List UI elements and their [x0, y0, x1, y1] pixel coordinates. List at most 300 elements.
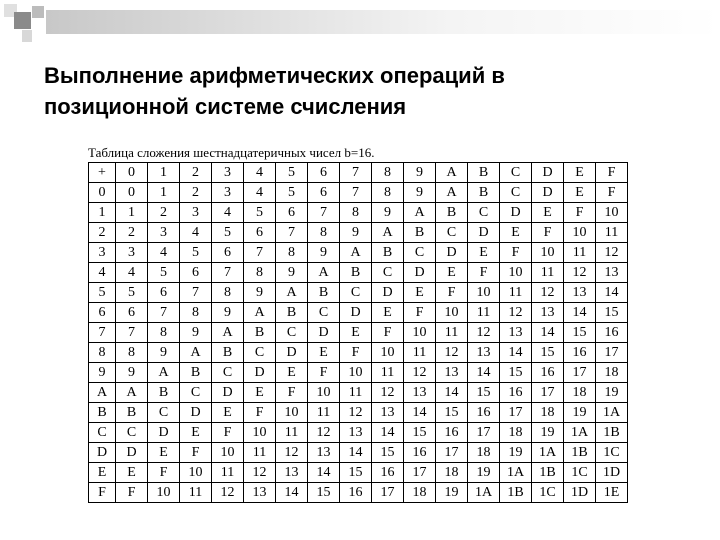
- table-cell: 10: [340, 363, 372, 383]
- table-cell: D: [468, 223, 500, 243]
- table-header-cell: B: [468, 163, 500, 183]
- table-header-cell: C: [500, 163, 532, 183]
- decor-square-2: [14, 12, 31, 29]
- table-cell: 10: [180, 463, 212, 483]
- table-cell: 12: [308, 423, 340, 443]
- table-cell: 3: [148, 223, 180, 243]
- table-cell: 10: [500, 263, 532, 283]
- table-cell: E: [212, 403, 244, 423]
- table-cell: 5: [276, 183, 308, 203]
- table-cell: E: [404, 283, 436, 303]
- table-cell: 12: [244, 463, 276, 483]
- table-cell: 8: [340, 203, 372, 223]
- table-cell: 8: [116, 343, 148, 363]
- table-cell: 19: [436, 483, 468, 503]
- table-cell: B: [404, 223, 436, 243]
- table-header-cell: 6: [308, 163, 340, 183]
- table-row-header-cell: 6: [89, 303, 116, 323]
- table-header-cell: 8: [372, 163, 404, 183]
- table-cell: 12: [212, 483, 244, 503]
- table-caption: Таблица сложения шестнадцатеричных чисел b=16.: [88, 145, 375, 160]
- table-row-header-cell: D: [89, 443, 116, 463]
- table-cell: 10: [308, 383, 340, 403]
- table-cell: 11: [564, 243, 596, 263]
- table-row-header-cell: E: [89, 463, 116, 483]
- table-row: [89, 403, 628, 423]
- table-cell: 17: [404, 463, 436, 483]
- table-cell: F: [212, 423, 244, 443]
- table-cell: A: [212, 323, 244, 343]
- table-row-header-cell: C: [89, 423, 116, 443]
- decor-bar: [46, 10, 720, 34]
- table-cell: A: [308, 263, 340, 283]
- table-cell: 10: [436, 303, 468, 323]
- table-cell: 11: [468, 303, 500, 323]
- table-cell: 6: [244, 223, 276, 243]
- table-row-header-cell: B: [89, 403, 116, 423]
- table-corner-cell: +: [89, 163, 116, 183]
- table-cell: 14: [564, 303, 596, 323]
- table-row-header-cell: 3: [89, 243, 116, 263]
- table-cell: 1A: [500, 463, 532, 483]
- table-cell: E: [148, 443, 180, 463]
- hex-addition-table: [88, 162, 628, 503]
- table-cell: 15: [372, 443, 404, 463]
- table-cell: 18: [532, 403, 564, 423]
- table-cell: B: [340, 263, 372, 283]
- table-cell: 7: [340, 183, 372, 203]
- table-header-cell: 4: [244, 163, 276, 183]
- table-cell: E: [116, 463, 148, 483]
- table-cell: 11: [596, 223, 628, 243]
- table-cell: A: [116, 383, 148, 403]
- table-row: [89, 383, 628, 403]
- table-cell: 15: [596, 303, 628, 323]
- table-cell: 13: [564, 283, 596, 303]
- table-row: [89, 443, 628, 463]
- slide-decoration: [0, 0, 720, 50]
- table-cell: 9: [148, 343, 180, 363]
- table-cell: 8: [148, 323, 180, 343]
- table-row: [89, 323, 628, 343]
- table-cell: 5: [180, 243, 212, 263]
- table-cell: 14: [596, 283, 628, 303]
- table-row-header-cell: 8: [89, 343, 116, 363]
- table-cell: E: [308, 343, 340, 363]
- table-header-cell: A: [436, 163, 468, 183]
- table-cell: 13: [404, 383, 436, 403]
- table-cell: 5: [212, 223, 244, 243]
- table-cell: 6: [212, 243, 244, 263]
- table-cell: 16: [372, 463, 404, 483]
- table-cell: 17: [436, 443, 468, 463]
- table-cell: 6: [116, 303, 148, 323]
- table-cell: 14: [532, 323, 564, 343]
- table-cell: 9: [180, 323, 212, 343]
- table-cell: 1A: [532, 443, 564, 463]
- table-cell: 13: [340, 423, 372, 443]
- table-header-cell: 3: [212, 163, 244, 183]
- table-cell: E: [500, 223, 532, 243]
- table-cell: 14: [372, 423, 404, 443]
- table-cell: 16: [532, 363, 564, 383]
- table-cell: 17: [372, 483, 404, 503]
- table-cell: 17: [468, 423, 500, 443]
- table-cell: 14: [308, 463, 340, 483]
- table-cell: 17: [500, 403, 532, 423]
- table-cell: C: [436, 223, 468, 243]
- table-cell: 6: [148, 283, 180, 303]
- table-cell: B: [180, 363, 212, 383]
- table-cell: 18: [596, 363, 628, 383]
- decor-square-3: [32, 6, 44, 18]
- table-cell: E: [564, 183, 596, 203]
- table-cell: F: [340, 343, 372, 363]
- table-cell: D: [404, 263, 436, 283]
- table-cell: F: [308, 363, 340, 383]
- table-cell: 19: [596, 383, 628, 403]
- table-cell: C: [148, 403, 180, 423]
- table-cell: D: [436, 243, 468, 263]
- table-cell: D: [212, 383, 244, 403]
- table-cell: 1: [116, 203, 148, 223]
- table-cell: 7: [244, 243, 276, 263]
- table-cell: F: [500, 243, 532, 263]
- table-cell: 12: [532, 283, 564, 303]
- table-cell: 14: [500, 343, 532, 363]
- table-cell: D: [180, 403, 212, 423]
- table-cell: 0: [116, 183, 148, 203]
- table-cell: 4: [244, 183, 276, 203]
- table-cell: 16: [564, 343, 596, 363]
- table-cell: 4: [116, 263, 148, 283]
- table-cell: A: [180, 343, 212, 363]
- table-row: [89, 243, 628, 263]
- table-cell: 15: [340, 463, 372, 483]
- table-cell: 10: [212, 443, 244, 463]
- table-cell: F: [244, 403, 276, 423]
- table-header-cell: 5: [276, 163, 308, 183]
- table-cell: 8: [308, 223, 340, 243]
- table-cell: 1D: [596, 463, 628, 483]
- table-cell: 4: [180, 223, 212, 243]
- table-cell: 8: [372, 183, 404, 203]
- table-header-cell: 1: [148, 163, 180, 183]
- table-cell: 7: [180, 283, 212, 303]
- table-cell: 1E: [596, 483, 628, 503]
- table-cell: E: [372, 303, 404, 323]
- table-cell: 9: [212, 303, 244, 323]
- table-cell: 1B: [564, 443, 596, 463]
- table-cell: A: [404, 203, 436, 223]
- table-body: [89, 163, 628, 503]
- table-cell: E: [340, 323, 372, 343]
- table-cell: 15: [404, 423, 436, 443]
- table-cell: 9: [116, 363, 148, 383]
- table-cell: A: [436, 183, 468, 203]
- table-cell: 13: [436, 363, 468, 383]
- table-header-cell: 7: [340, 163, 372, 183]
- table-cell: 13: [500, 323, 532, 343]
- table-cell: 7: [212, 263, 244, 283]
- table-cell: 15: [468, 383, 500, 403]
- table-cell: 1: [148, 183, 180, 203]
- table-cell: 15: [532, 343, 564, 363]
- table-cell: 18: [564, 383, 596, 403]
- table-cell: 12: [436, 343, 468, 363]
- table-cell: F: [564, 203, 596, 223]
- table-cell: 9: [404, 183, 436, 203]
- table-cell: 3: [212, 183, 244, 203]
- table-cell: 9: [244, 283, 276, 303]
- table-cell: 6: [180, 263, 212, 283]
- table-row: [89, 483, 628, 503]
- table-row: [89, 203, 628, 223]
- table-cell: 1B: [500, 483, 532, 503]
- table-cell: A: [244, 303, 276, 323]
- table-row-header-cell: F: [89, 483, 116, 503]
- table-header-cell: 0: [116, 163, 148, 183]
- slide-title-line-2: позиционной системе счисления: [44, 94, 407, 119]
- table-cell: D: [244, 363, 276, 383]
- table-header-cell: D: [532, 163, 564, 183]
- table-header-cell: 9: [404, 163, 436, 183]
- table-cell: E: [244, 383, 276, 403]
- table-cell: B: [276, 303, 308, 323]
- table-cell: 7: [148, 303, 180, 323]
- table-cell: 12: [468, 323, 500, 343]
- table-cell: A: [148, 363, 180, 383]
- table-cell: 1C: [596, 443, 628, 463]
- table-cell: F: [468, 263, 500, 283]
- table-header-row: [89, 163, 628, 183]
- table-row: [89, 283, 628, 303]
- table-cell: C: [116, 423, 148, 443]
- table-cell: F: [148, 463, 180, 483]
- table-cell: 10: [372, 343, 404, 363]
- table-cell: D: [276, 343, 308, 363]
- table-cell: 2: [180, 183, 212, 203]
- table-cell: 2: [148, 203, 180, 223]
- table-cell: 14: [276, 483, 308, 503]
- table-cell: 7: [116, 323, 148, 343]
- table-cell: 19: [564, 403, 596, 423]
- table-cell: D: [372, 283, 404, 303]
- table-cell: 1C: [564, 463, 596, 483]
- table-cell: B: [372, 243, 404, 263]
- table-cell: 11: [532, 263, 564, 283]
- table-cell: C: [500, 183, 532, 203]
- table-cell: 11: [244, 443, 276, 463]
- table-cell: 17: [532, 383, 564, 403]
- table-cell: D: [148, 423, 180, 443]
- table-cell: C: [308, 303, 340, 323]
- table-cell: C: [244, 343, 276, 363]
- table-row: [89, 463, 628, 483]
- table-cell: 18: [436, 463, 468, 483]
- table-cell: 6: [276, 203, 308, 223]
- table-cell: 13: [372, 403, 404, 423]
- table-cell: A: [372, 223, 404, 243]
- table-cell: E: [532, 203, 564, 223]
- table-cell: 16: [340, 483, 372, 503]
- table-row-header-cell: 0: [89, 183, 116, 203]
- table-cell: C: [212, 363, 244, 383]
- table-cell: 15: [564, 323, 596, 343]
- table-cell: F: [276, 383, 308, 403]
- table-cell: 1A: [564, 423, 596, 443]
- table-cell: B: [436, 203, 468, 223]
- table-cell: 15: [308, 483, 340, 503]
- table-cell: 11: [212, 463, 244, 483]
- table-cell: 9: [372, 203, 404, 223]
- table-cell: 17: [564, 363, 596, 383]
- table-cell: 5: [244, 203, 276, 223]
- table-cell: 16: [500, 383, 532, 403]
- table-row: [89, 423, 628, 443]
- table-cell: F: [596, 183, 628, 203]
- table-cell: 10: [564, 223, 596, 243]
- table-row: [89, 363, 628, 383]
- table-cell: 8: [212, 283, 244, 303]
- table-cell: 18: [468, 443, 500, 463]
- table-row: [89, 263, 628, 283]
- table-cell: 12: [404, 363, 436, 383]
- table-cell: F: [180, 443, 212, 463]
- table-cell: F: [532, 223, 564, 243]
- table-header-cell: 2: [180, 163, 212, 183]
- table-cell: 16: [436, 423, 468, 443]
- table-cell: 10: [276, 403, 308, 423]
- table-row-header-cell: 7: [89, 323, 116, 343]
- decor-square-4: [22, 30, 32, 42]
- table-cell: 17: [596, 343, 628, 363]
- table-cell: F: [404, 303, 436, 323]
- table-cell: 6: [308, 183, 340, 203]
- table-cell: 3: [116, 243, 148, 263]
- table-row: [89, 223, 628, 243]
- table-cell: 12: [340, 403, 372, 423]
- table-cell: 11: [500, 283, 532, 303]
- table-cell: F: [116, 483, 148, 503]
- table-cell: 9: [308, 243, 340, 263]
- table-cell: B: [244, 323, 276, 343]
- table-cell: 14: [404, 403, 436, 423]
- table-cell: B: [308, 283, 340, 303]
- table-cell: 8: [180, 303, 212, 323]
- table-row: [89, 303, 628, 323]
- table-cell: E: [468, 243, 500, 263]
- table-cell: 13: [308, 443, 340, 463]
- table-cell: 10: [532, 243, 564, 263]
- table-row: [89, 183, 628, 203]
- table-cell: 9: [276, 263, 308, 283]
- table-cell: 8: [276, 243, 308, 263]
- table-cell: 12: [500, 303, 532, 323]
- table-cell: B: [148, 383, 180, 403]
- table-header-cell: F: [596, 163, 628, 183]
- table-cell: 10: [468, 283, 500, 303]
- table-cell: D: [308, 323, 340, 343]
- table-cell: 13: [596, 263, 628, 283]
- table-cell: 4: [148, 243, 180, 263]
- table-cell: 11: [276, 423, 308, 443]
- table-cell: E: [436, 263, 468, 283]
- table-cell: 1B: [596, 423, 628, 443]
- table-cell: C: [404, 243, 436, 263]
- table-cell: 3: [180, 203, 212, 223]
- table-cell: 11: [436, 323, 468, 343]
- table-cell: 11: [340, 383, 372, 403]
- table-cell: 11: [180, 483, 212, 503]
- table-cell: B: [116, 403, 148, 423]
- table-cell: 16: [596, 323, 628, 343]
- table-cell: D: [340, 303, 372, 323]
- table-cell: 10: [404, 323, 436, 343]
- table-row: [89, 343, 628, 363]
- table-cell: 14: [436, 383, 468, 403]
- table-cell: C: [276, 323, 308, 343]
- table-row-header-cell: 9: [89, 363, 116, 383]
- table-cell: 19: [468, 463, 500, 483]
- table-cell: F: [372, 323, 404, 343]
- table-cell: F: [436, 283, 468, 303]
- table-cell: 1D: [564, 483, 596, 503]
- table-cell: D: [532, 183, 564, 203]
- slide-title-line-1: Выполнение арифметических операций в: [44, 63, 505, 88]
- table-cell: 16: [468, 403, 500, 423]
- table-cell: C: [372, 263, 404, 283]
- table-cell: 11: [372, 363, 404, 383]
- table-cell: 9: [340, 223, 372, 243]
- table-cell: C: [340, 283, 372, 303]
- table-cell: E: [276, 363, 308, 383]
- table-row-header-cell: 1: [89, 203, 116, 223]
- table-cell: C: [468, 203, 500, 223]
- table-row-header-cell: 4: [89, 263, 116, 283]
- table-cell: 7: [308, 203, 340, 223]
- table-cell: 16: [404, 443, 436, 463]
- table-cell: 5: [116, 283, 148, 303]
- slide-title: [44, 60, 684, 122]
- table-cell: 18: [500, 423, 532, 443]
- table-cell: 1A: [468, 483, 500, 503]
- table-cell: 1B: [532, 463, 564, 483]
- table-cell: 18: [404, 483, 436, 503]
- table-cell: 14: [468, 363, 500, 383]
- table-cell: 2: [116, 223, 148, 243]
- table-cell: A: [276, 283, 308, 303]
- table-cell: 19: [500, 443, 532, 463]
- table-cell: 11: [404, 343, 436, 363]
- table-cell: 8: [244, 263, 276, 283]
- table-cell: 10: [244, 423, 276, 443]
- table-cell: 12: [276, 443, 308, 463]
- table-row-header-cell: A: [89, 383, 116, 403]
- table-cell: 12: [372, 383, 404, 403]
- table-header-cell: E: [564, 163, 596, 183]
- table-cell: B: [212, 343, 244, 363]
- table-cell: D: [500, 203, 532, 223]
- table-cell: D: [116, 443, 148, 463]
- table-cell: 13: [276, 463, 308, 483]
- table-cell: 12: [564, 263, 596, 283]
- table-cell: 13: [244, 483, 276, 503]
- table-cell: A: [340, 243, 372, 263]
- table-cell: 13: [532, 303, 564, 323]
- table-row-header-cell: 2: [89, 223, 116, 243]
- table-cell: 10: [596, 203, 628, 223]
